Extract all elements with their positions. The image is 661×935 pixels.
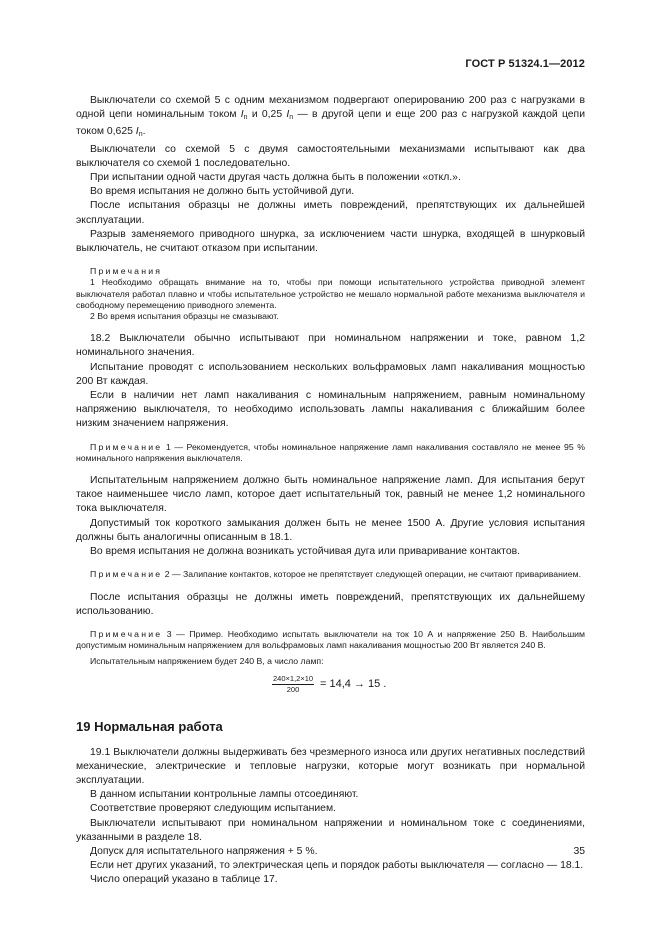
paragraph-lower-voltage-lamps: Если в наличии нет ламп накаливания с номинальным напряжением, равным номинальному напряжению выключателя, то необходимо использовать лампы накаливания с ближайшим более низким значением напряжения. — [76, 390, 585, 430]
paragraph-no-damage-further-use: После испытания образцы не должны иметь повреждений, препятствующих их дальнейшему использованию. — [76, 591, 585, 617]
notes-heading: Примечания — [90, 266, 163, 277]
formula-numerator: 240×1,2×10 — [273, 673, 314, 683]
paragraph-test-voltage: Испытательным напряжением должно быть номинальное напряжение ламп. Для испытания берут такое наименьшее число ламп, которое дает испытательный ток, равный не менее 1,2 номинального тока выключателя. — [76, 475, 585, 515]
paragraph-no-welding: Во время испытания не должна возникать устойчивая дуга или приваривание контактов. — [90, 546, 521, 558]
formula-denominator: 200 — [286, 684, 300, 694]
paragraph-other-part-off: При испытании одной части другая часть должна быть в положении «откл.». — [90, 172, 461, 184]
note-18-2-3: Примечание 3 — Пример. Необходимо испытать выключатели на ток 10 А и напряжение 250 В. Наибольшим допустимым номинальным напряжением для вольфрамовых ламп накаливания мощностью 200 Вт является 240 В. — [76, 628, 585, 651]
lamp-count-formula — [76, 668, 585, 708]
page-content — [76, 94, 585, 888]
page-number: 35 — [573, 846, 585, 857]
paragraph-rated-voltage-current: Выключатели испытывают при номинальном напряжении и номинальном токе с соединениями, указанными в разделе 18. — [76, 817, 585, 843]
paragraph-scheme5-two-mechanisms: Выключатели со схемой 5 с двумя самостоятельными механизмами испытывают как два выключателя со схемой 1 последовательно. — [76, 143, 585, 169]
paragraph-voltage-tolerance: Допуск для испытательного напряжения + 5 %. — [90, 845, 318, 857]
note-18-2-2: Примечание 2 — Залипание контактов, которое не препятствует следующей операции, не считают привариванием. — [90, 569, 581, 580]
paragraph-lamps-disconnected: В данном испытании контрольные лампы отсоединяют. — [90, 789, 359, 801]
paragraph-no-damage: После испытания образцы не должны иметь повреждений, препятствующих их дальнейшей эксплуатации. — [76, 200, 585, 226]
paragraph-18-2: 18.2 Выключатели обычно испытывают при номинальном напряжении и токе, равном 1,2 номинального значения. — [76, 333, 585, 359]
section-19-title: 19 Нормальная работа — [76, 718, 223, 734]
paragraph-no-arc: Во время испытания не должно быть устойчивой дуги. — [90, 186, 355, 198]
formula-fraction — [272, 674, 314, 695]
note-1: 1 Необходимо обращать внимание на то, чтобы при помощи испытательного устройства приводной элемент выключателя работал плавно и чтобы испытательное устройство не мешало нормальной работе механизма выключателя и свободному перемещению приводного элемента. — [76, 277, 585, 310]
paragraph-scheme5-one-mechanism: Выключатели со схемой 5 с одним механизмом подвергают оперированию 200 раз с нагрузками в одной цепи номинальным током $I_n$ и 0,25 $I_n$ — в другой цепи и еще 200 раз с нагрузкой каждой цепи током 0,625 $I_n$. — [76, 95, 585, 139]
paragraph-lamps-200w: Испытание проводят с использованием нескольких вольфрамовых ламп накаливания мощностью 200 Вт каждая. — [76, 361, 585, 387]
paragraph-19-1: 19.1 Выключатели должны выдерживать без чрезмерного износа или других негативных последствий механические, электрические и тепловые нагрузки, которые могут возникать при нормальной эксплуатации. — [76, 746, 585, 786]
paragraph-circuit-per-18-1: Если нет других указаний, то электрическая цепь и порядок работы выключателя — согласно — 18.1. — [90, 860, 584, 872]
paragraph-cord-break: Разрыв заменяемого приводного шнурка, за исключением части шнурка, входящей в шнурковый выключатель, не считают отказом при испытании. — [76, 228, 585, 255]
paragraph-compliance-check: Соответствие проверяют следующим испытанием. — [90, 803, 336, 815]
note-18-2-1: Примечание 1 — Рекомендуется, чтобы номинальное напряжение ламп накаливания составляло не менее 95 % номинального напряжения выключателя. — [76, 441, 585, 463]
standard-id-header: ГОСТ Р 51324.1—2012 — [465, 58, 585, 70]
note-2: 2 Во время испытания образцы не смазывают. — [90, 311, 279, 322]
paragraph-operations-table-17: Число операций указано в таблице 17. — [90, 874, 278, 886]
note-18-2-3-continued: Испытательным напряжением будет 240 В, а число ламп: — [90, 656, 324, 667]
formula-result: = 14,4 → 15 . — [320, 677, 387, 690]
paragraph-short-circuit: Допустимый ток короткого замыкания должен быть не менее 1500 А. Другие условия испытания должны быть аналогичны описанным в 18.1. — [76, 517, 585, 543]
